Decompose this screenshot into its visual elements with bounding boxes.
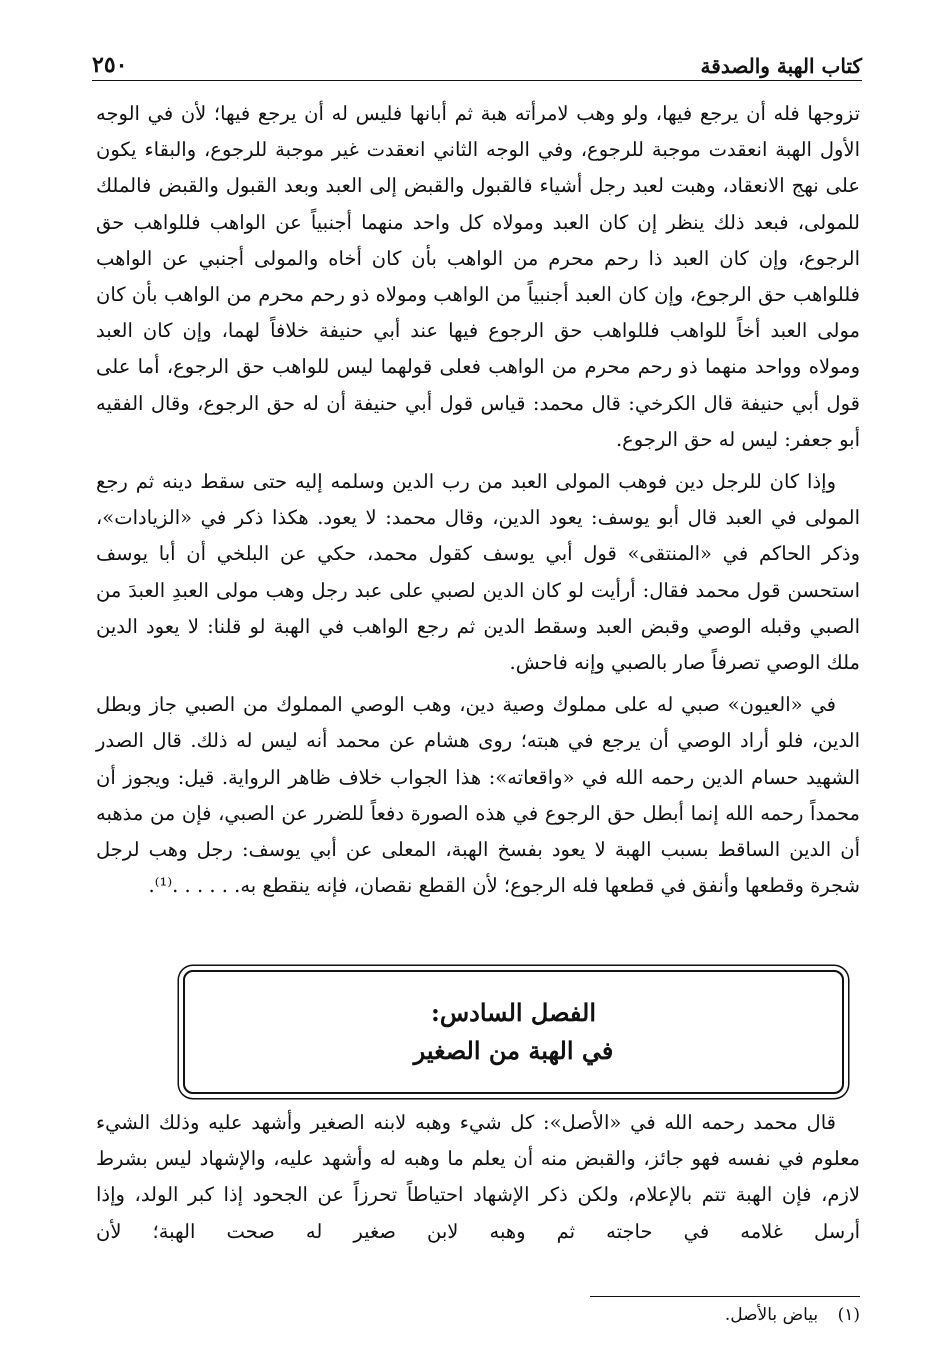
paragraph-2: وإذا كان للرجل دين فوهب المولى العبد من رب الدين وسلمه إليه حتى سقط دينه ثم رجع المولى في العبد قال أبو يوسف: يعود الدين، وقال محمد: لا يعود. هكذا ذكر في «الزيادات»، وذكر الحاكم في «المنتقى» قول أبي يوسف كقول محمد، حكي عن البلخي أن أبا يوسف استحسن قول محمد فقال: أرأيت لو كان الدين لصبي على عبد رجل وهب مولى العبدِ العبدَ من الصبي وقبله الوصي وقبض العبد وسقط الدين ثم رجع الواهب في الهبة لو قلنا: لا يعود الدين ملك الوصي تصرفاً صار بالصبي وإنه فاحش. <box>96 470 860 675</box>
section-text <box>96 1105 860 1250</box>
book-title: كتاب الهبة والصدقة <box>700 54 862 78</box>
footnote-number: (١) <box>837 1305 860 1325</box>
section-heading-box <box>183 970 844 1094</box>
footnote <box>725 1305 860 1325</box>
header-divider <box>92 80 862 81</box>
paragraph-3: في «العيون» صبي له على مملوك وصية دين، وهب الوصي المملوك من الصبي جاز وبطل الدين، فلو أراد الوصي أن يرجع في هبته؛ روى هشام عن محمد أنه ليس له ذلك. قال الصدر الشهيد حسام الدين رحمه الله في «واقعاته»: هذا الجواب خلاف ظاهر الرواية. قيل: ويجوز أن محمداً رحمه الله إنما أبطل حق الرجوع في هذه الصورة دفعاً للضرر عن الصبي، فإن من مذهبه أن الدين الساقط بسبب الهبة لا يعود بفسخ الهبة، المعلى عن أبي يوسف: رجل وهب لرجل شجرة وقطعها وأنفق في قطعها فله الرجوع؛ لأن القطع نقصان، فإنه ينقطع به. . . . . .⁽¹⁾. <box>96 693 860 898</box>
paragraph-1: تزوجها فله أن يرجع فيها، ولو وهب لامرأته هبة ثم أبانها فليس له أن يرجع فيها؛ لأن في الوجه الأول الهبة انعقدت موجبة للرجوع، وفي الوجه الثاني انعقدت غير موجبة للرجوع، والبقاء يكون على نهج الانعقاد، وهبت لعبد رجل أشياء فالقبول والقبض إلى العبد وبعد القبول والقبض فالملك للمولى، فبعد ذلك ينظر إن كان العبد ومولاه كل واحد منهما أجنبياً عن الواهب فللواهب حق الرجوع، وإن كان العبد ذا رحم محرم من الواهب بأن كان أخاه والمولى أجنبي عن الواهب فللواهب حق الرجوع، وإن كان العبد أجنبياً من الواهب ومولاه ذو رحم محرم من الواهب بأن كان مولى العبد أخاً للواهب فللواهب حق الرجوع فيها عند أبي حنيفة خلافاً لهما، وإن كان العبد ومولاه وواحد منهما ذو رحم محرم من الواهب فعلى قولهما ليس للواهب حق الرجوع، أما على قول أبي حنيفة قال الكرخي: قال محمد: قياس قول أبي حنيفة أن له حق الرجوع، وقال الفقيه أبو جعفر: ليس له حق الرجوع. <box>96 102 860 451</box>
main-text <box>96 96 860 904</box>
section-subheading: في الهبة من الصغير <box>413 1036 614 1065</box>
footnote-divider <box>590 1296 860 1297</box>
section-paragraph: قال محمد رحمه الله في «الأصل»: كل شيء وهبه لابنه الصغير وأشهد عليه وذلك الشيء معلوم في نفسه فهو جائز، والقبض منه أن يعلم ما وهبه له وأشهد عليه، والإشهاد ليس بشرط لازم، فإن الهبة تتم بالإعلام، ولكن ذكر الإشهاد احتياطاً تحرزاً عن الجحود إذا كبر الولد، وإذا أرسل غلامه في حاجته ثم وهبه لابن صغير له صحت الهبة؛ لأن <box>96 1111 860 1243</box>
section-heading: الفصل السادس: <box>431 998 597 1027</box>
page-number: ٢٥٠ <box>92 52 128 78</box>
footnote-text: بياض بالأصل. <box>724 1305 819 1325</box>
running-header <box>92 42 862 78</box>
